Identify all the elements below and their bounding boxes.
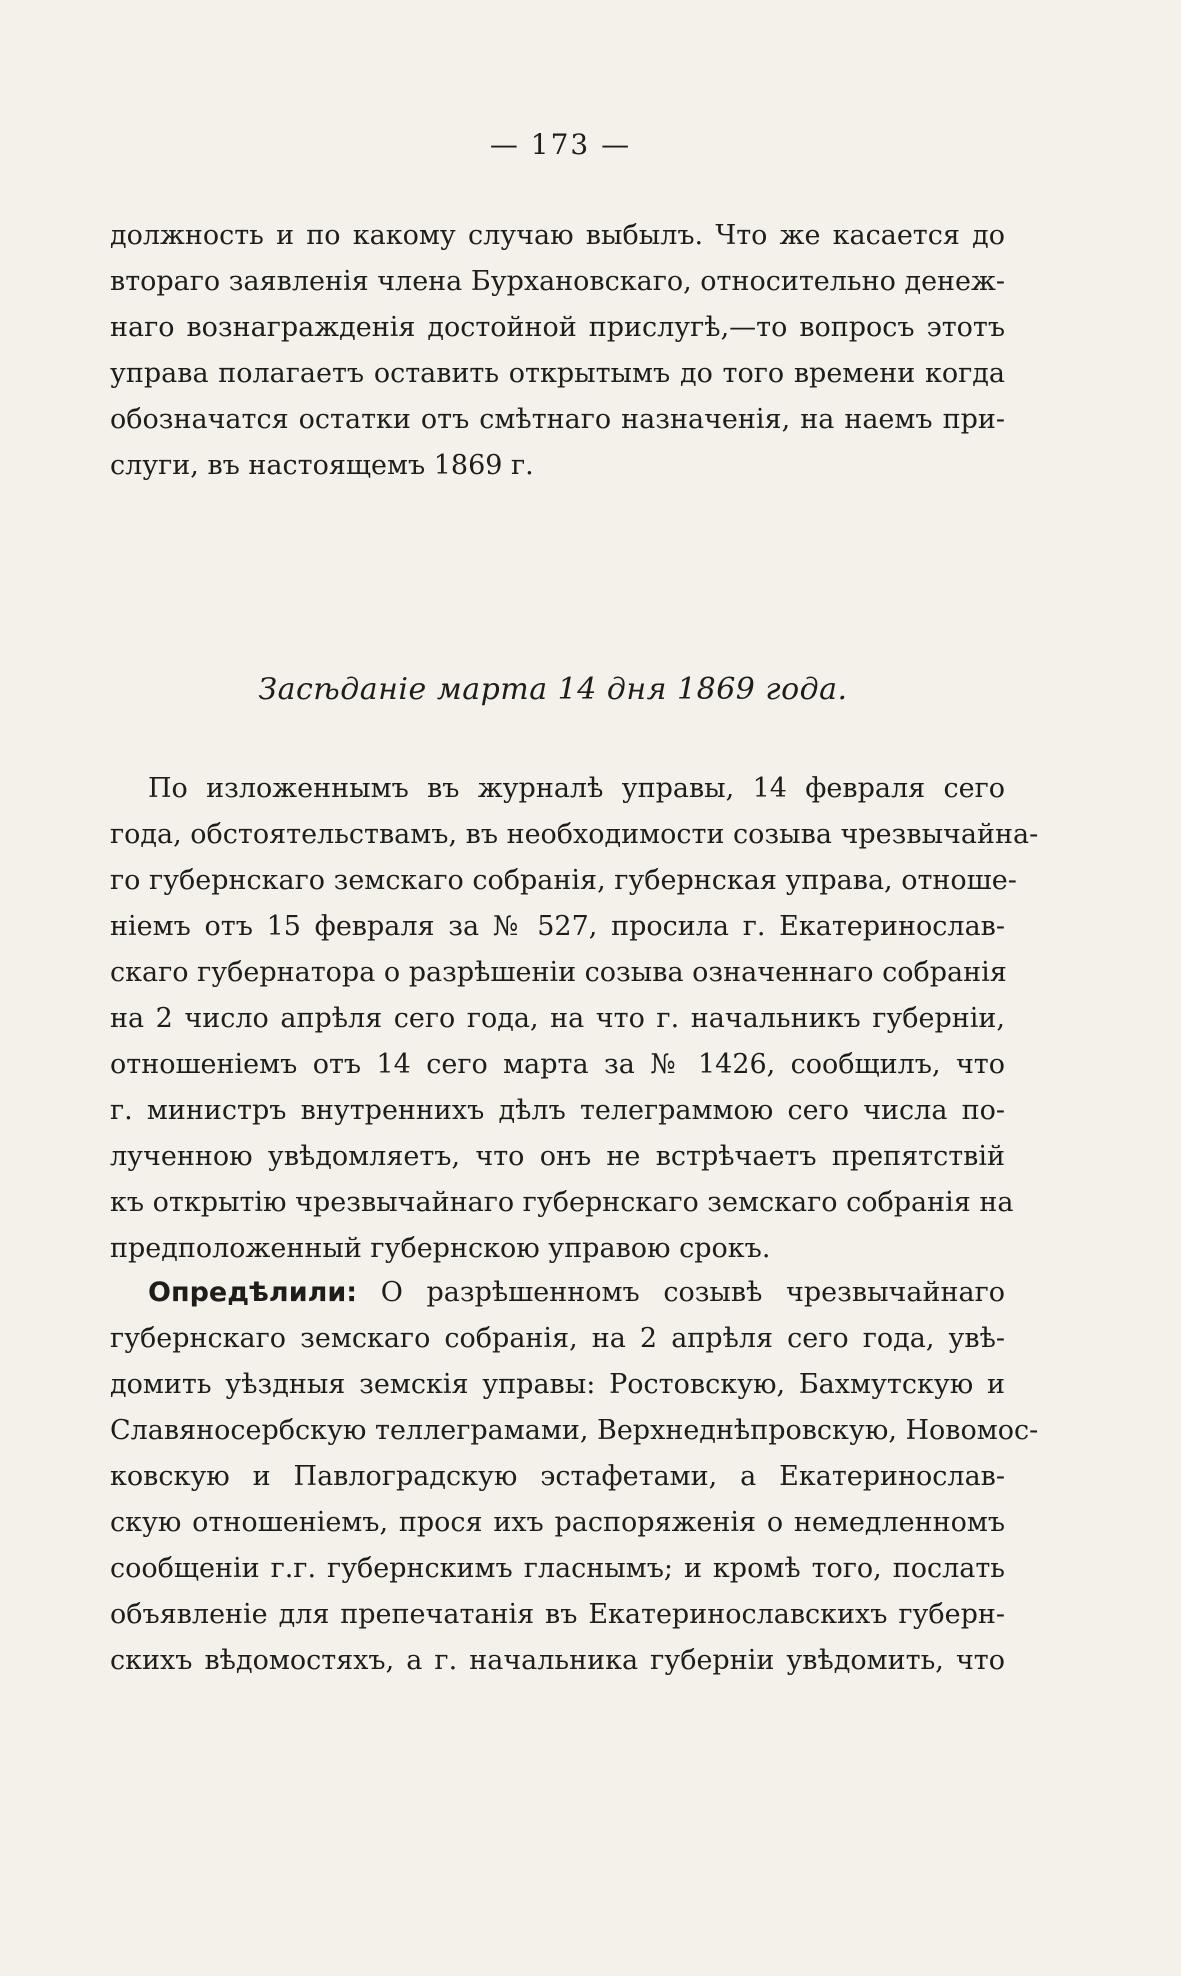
text-line: лученною увѣдомляетъ, что онъ не встрѣчаетъ препятствій <box>110 1141 1005 1172</box>
paragraph-continuation <box>110 213 1005 489</box>
text-line: слуги, въ настоящемъ 1869 г. <box>110 450 534 481</box>
session-heading: Засѣданіе марта 14 дня 1869 года. <box>258 672 848 707</box>
text-line: ковскую и Павлоградскую эстафетами, а Екатеринослав- <box>110 1461 1005 1492</box>
text-line: должность и по какому случаю выбылъ. Что же касается до <box>110 220 1005 251</box>
text-line: управа полагаетъ оставить открытымъ до того времени когда <box>110 358 1005 389</box>
text-span: О разрѣшенномъ созывѣ чрезвычайнаго <box>380 1277 1005 1308</box>
text-line: объявленіе для препечатанія въ Екатеринославскихъ губерн- <box>110 1599 1005 1630</box>
text-line: скаго губернатора о разрѣшеніи созыва означеннаго собранія <box>110 957 1007 988</box>
text-line: отношеніемъ отъ 14 сего марта за № 1426, сообщилъ, что <box>110 1049 1005 1080</box>
text-line: наго вознагражденія достойной прислугѣ,—то вопросъ этотъ <box>110 312 1005 343</box>
text-line: г. министръ внутреннихъ дѣлъ телеграммою сего числа по- <box>110 1095 1005 1126</box>
text-line: ніемъ отъ 15 февраля за № 527, просила г. Екатеринослав- <box>110 911 1005 942</box>
text-line: домить уѣздныя земскія управы: Ростовскую, Бахмутскую и <box>110 1369 1005 1400</box>
text-line: обозначатся остатки отъ смѣтнаго назначенія, на наемъ при- <box>110 404 1005 435</box>
page-number: — 173 — <box>489 128 632 161</box>
text-line: предположенный губернскою управою срокъ. <box>110 1233 771 1264</box>
paragraph-resolution <box>110 1270 1039 1684</box>
text-line: года, обстоятельствамъ, въ необходимости созыва чрезвычайна- <box>110 819 1039 850</box>
text-line: го губернскаго земскаго собранія, губернская управа, отноше- <box>110 865 1017 896</box>
text-line: къ открытію чрезвычайнаго губернскаго земскаго собранія на <box>110 1187 1014 1218</box>
paragraph-main <box>110 766 1039 1272</box>
text-line: сообщеніи г.г. губернскимъ гласнымъ; и кромѣ того, послать <box>110 1553 1005 1584</box>
text-line: губернскаго земскаго собранія, на 2 апрѣля сего года, увѣ- <box>110 1323 1005 1354</box>
resolution-label: Опредѣлили: <box>148 1277 358 1308</box>
text-line: втораго заявленія члена Бурхановскаго, относительно денеж- <box>110 266 1005 297</box>
text-line: Славяносербскую теллеграмами, Верхнеднѣпровскую, Новомос- <box>110 1415 1039 1446</box>
resolution-first-line <box>110 1270 1005 1316</box>
text-line: По изложеннымъ въ журналѣ управы, 14 февраля сего <box>148 773 1005 804</box>
text-line: на 2 число апрѣля сего года, на что г. начальникъ губерніи, <box>110 1003 1005 1034</box>
text-line: скихъ вѣдомостяхъ, а г. начальника губерніи увѣдомить, что <box>110 1645 1005 1676</box>
text-line: скую отношеніемъ, прося ихъ распоряженія о немедленномъ <box>110 1507 1005 1538</box>
